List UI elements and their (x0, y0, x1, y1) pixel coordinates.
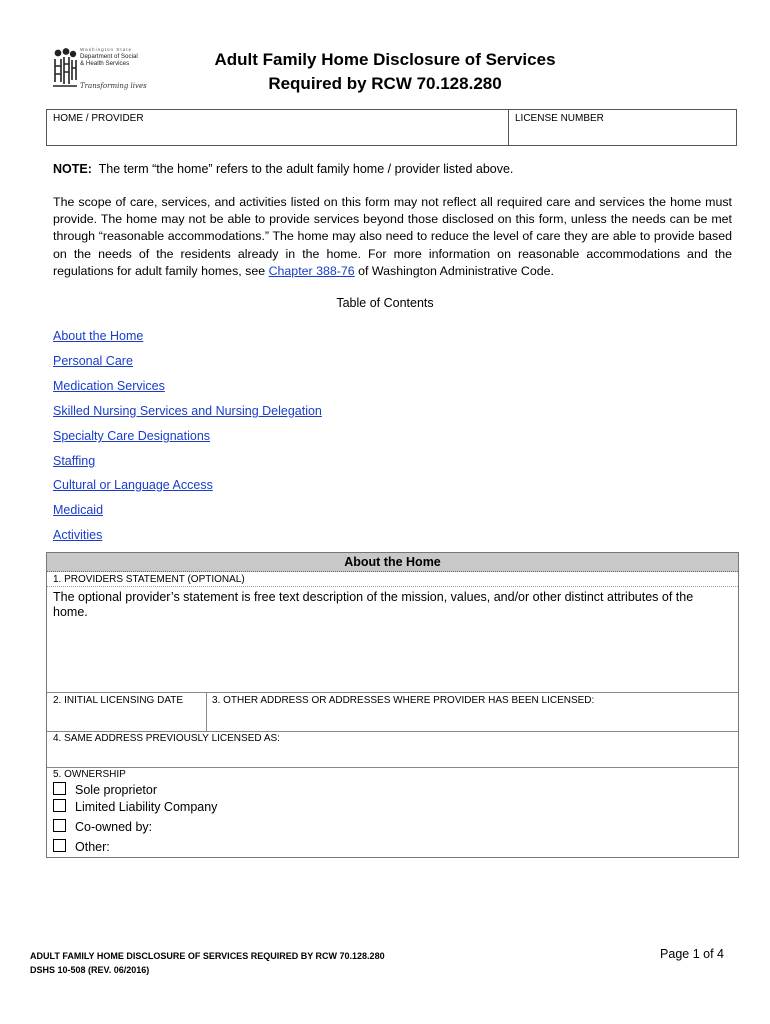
providers-statement-field[interactable]: The optional provider’s statement is free text description of the mission, values, and/or other distinct attributes of the home. (53, 590, 694, 619)
providers-statement-label: 1. PROVIDERS STATEMENT (OPTIONAL) (53, 574, 245, 585)
option-label: Limited Liability Company (75, 800, 218, 814)
toc-link-activities[interactable]: Activities (53, 528, 103, 542)
dotted-divider (47, 586, 738, 587)
note (53, 162, 513, 176)
toc-link-about-the-home[interactable]: About the Home (53, 329, 144, 343)
provider-license-box (46, 109, 737, 146)
section-heading: About the Home (47, 553, 738, 572)
logo-tagline: Transforming lives (80, 82, 147, 90)
footer-form-number: DSHS 10-508 (REV. 06/2016) (30, 965, 150, 975)
toc-link-skilled-nursing[interactable]: Skilled Nursing Services and Nursing Delegation (53, 404, 322, 418)
ownership-option-sole-proprietor[interactable] (53, 782, 157, 798)
logo-text (80, 46, 138, 68)
row-divider (47, 731, 738, 732)
toc-link-cultural-language[interactable]: Cultural or Language Access (53, 478, 213, 492)
toc-link-specialty-care[interactable]: Specialty Care Designations (53, 429, 211, 443)
footer-form-title: ADULT FAMILY HOME DISCLOSURE OF SERVICES REQUIRED BY RCW 70.128.280 (30, 951, 385, 961)
toc-link-personal-care[interactable]: Personal Care (53, 354, 133, 368)
about-the-home-section (46, 552, 739, 858)
dshs-logo (52, 46, 172, 96)
option-label: Co-owned by: (75, 820, 153, 834)
home-provider-field[interactable] (47, 124, 508, 146)
ownership-option-co-owned[interactable] (53, 819, 152, 835)
chapter-link[interactable]: Chapter 388-76 (268, 263, 355, 278)
ownership-option-llc[interactable] (53, 799, 217, 815)
intro-text-after: of Washington Administrative Code. (354, 263, 554, 278)
intro-text-before: The scope of care, services, and activities listed on this form may not reflect all required care and services the home must provide. The home may not be able to provide services beyond those disclosed on this form, unless the needs can be met through “reasonable accommodations.” The home may also need to reduce the level of care they are able to provide based on the needs of the residents already in the home. For more information on reasonable accommodations and the regulations for adult family homes, see (53, 195, 732, 278)
home-provider-label: HOME / PROVIDER (53, 113, 144, 124)
footer-form-info (30, 949, 385, 977)
checkbox[interactable] (53, 839, 66, 852)
toc-link-medicaid[interactable]: Medicaid (53, 503, 104, 517)
note-text: The term “the home” refers to the adult family home / provider listed above. (98, 162, 514, 176)
option-label: Other: (75, 840, 110, 854)
license-number-field[interactable] (509, 124, 737, 146)
ownership-label: 5. OWNERSHIP (53, 769, 126, 780)
logo-dept-line1: Department of Social (80, 53, 138, 61)
note-label: NOTE: (53, 162, 92, 176)
license-number-label: LICENSE NUMBER (515, 113, 604, 124)
initial-licensing-date-label: 2. INITIAL LICENSING DATE (53, 695, 184, 706)
same-address-label: 4. SAME ADDRESS PREVIOUSLY LICENSED AS: (53, 733, 280, 744)
checkbox[interactable] (53, 819, 66, 832)
other-addresses-label: 3. OTHER ADDRESS OR ADDRESSES WHERE PROVIDER HAS BEEN LICENSED: (212, 695, 595, 706)
ownership-option-other[interactable] (53, 839, 110, 855)
toc-link-medication-services[interactable]: Medication Services (53, 379, 165, 393)
checkbox[interactable] (53, 782, 66, 795)
page-title-line1: Adult Family Home Disclosure of Services (214, 50, 556, 69)
logo-dept-line2: & Health Services (80, 60, 130, 68)
row-divider (47, 692, 738, 693)
other-addresses-field[interactable] (207, 707, 737, 731)
toc-link-staffing[interactable]: Staffing (53, 454, 96, 468)
page-number: Page 1 of 4 (660, 947, 724, 961)
initial-licensing-date-field[interactable] (47, 707, 206, 731)
row-divider (47, 767, 738, 768)
dshs-figures-icon (52, 48, 78, 92)
logo-state: Washington State (80, 47, 133, 52)
toc-heading: Table of Contents (336, 296, 434, 310)
page-title-line2: Required by RCW 70.128.280 (268, 74, 502, 93)
checkbox[interactable] (53, 799, 66, 812)
same-address-field[interactable] (47, 745, 737, 767)
intro-paragraph (53, 194, 732, 280)
option-label: Sole proprietor (75, 783, 157, 797)
